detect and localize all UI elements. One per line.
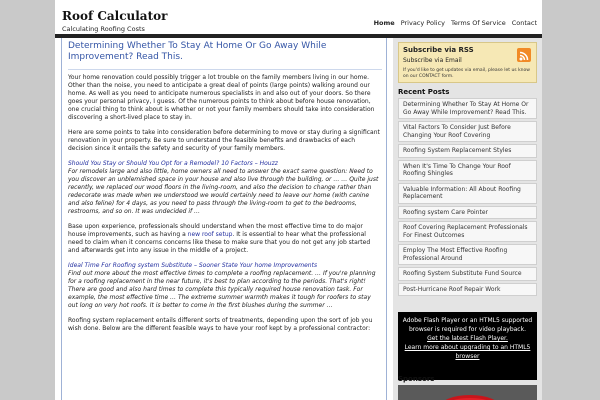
sponsors-heading: Sponsors bbox=[398, 375, 435, 383]
recent-post-item[interactable]: Roofing System Replacement Styles bbox=[398, 144, 537, 158]
new-roof-setup-link[interactable]: new roof setup bbox=[187, 231, 233, 238]
recent-posts-list bbox=[398, 98, 537, 298]
post-text: Base upon experience, professionals should understand when the most effective time to do major house improvements, such as having a bbox=[68, 223, 363, 238]
site-description: Calculating Roofing Costs bbox=[62, 25, 145, 33]
quote-text: For remodels large and also little, home owners all need to answer the exact same question: Need to you discover an unblemished space in your house and also live through the building, or … … Quite just recently, we replaced our wood floors in the living-room, and also the decision to change rather than redecorate was made when we understood we would certainly need to leave our home (with canine and also feline) for 4 days, as you need to pass through the living-room to get to the bedrooms, restrooms, and so on. It was undecided if … bbox=[68, 168, 379, 215]
post-paragraph: Your home renovation could possibly trigger a lot trouble on the family members living in our home. Other than the noise, you need to anticipate a great deal of points (large points) walking around our home. As well as you need to anticipate numerous specialists in and also out of your doors. So there goes your personal privacy, I guess. Of the numerous points to think about before house renovation, one crucial thing to think about is whether or not your family members should take into consideration discovering a short-lived place to stay in. bbox=[68, 74, 375, 121]
nav-contact[interactable]: Contact bbox=[511, 19, 537, 27]
recent-post-item[interactable]: Determining Whether To Stay At Home Or Go Away While Improvement? Read This. bbox=[398, 98, 537, 119]
post-paragraph: Here are some points to take into consideration before determining to move or stay during a significant renovation in your property. Be sure to understand the feasible benefits and drawbacks of each decision since it entails the safety and security of your family members. bbox=[68, 129, 380, 152]
quote-source-link[interactable]: Ideal Time For Roofing system Substitute – Sooner State Your home Improvements bbox=[68, 262, 318, 269]
subscribe-rss-link[interactable]: Subscribe via RSS bbox=[403, 46, 474, 54]
subscribe-box bbox=[398, 42, 537, 83]
recent-post-item[interactable]: Vital Factors To Consider Just Before Changing Your Roof Covering bbox=[398, 121, 537, 142]
main-content bbox=[61, 38, 387, 400]
recent-post-item[interactable]: Roofing system Care Pointer bbox=[398, 206, 537, 220]
post-text: . It is essential to hear what the professional need to claim when it concerns concerns like these to make sure that you do not get any job started and afterwards get into any issue in the middle of a project. bbox=[68, 231, 371, 254]
sponsor-banner-image[interactable] bbox=[398, 385, 537, 400]
recent-posts-heading: Recent Posts bbox=[398, 88, 450, 96]
site-header bbox=[55, 0, 542, 36]
subscribe-note: If you'd like to get updates via email, please let us know on our CONTACT form. bbox=[403, 68, 530, 79]
recent-post-item[interactable]: Post-Hurricane Roof Repair Work bbox=[398, 283, 537, 297]
video-player-placeholder bbox=[398, 312, 537, 380]
quote-source-link[interactable]: Should You Stay or Should You Opt for a Remodel? 10 Factors – Houzz bbox=[68, 160, 278, 167]
page-wrapper bbox=[55, 0, 542, 400]
rss-icon[interactable] bbox=[517, 48, 531, 62]
nav-privacy-policy[interactable]: Privacy Policy bbox=[400, 19, 445, 27]
post-body bbox=[62, 70, 386, 333]
recent-post-item[interactable]: Valuable Information: All About Roofing Replacement bbox=[398, 183, 537, 204]
html5-browser-link[interactable]: Learn more about upgrading to an HTML5 browser bbox=[404, 344, 531, 360]
recent-post-item[interactable]: Roof Covering Replacement Professionals For Finest Outcomes bbox=[398, 221, 537, 242]
recent-post-item[interactable]: Employ The Most Effective Roofing Professional Around bbox=[398, 244, 537, 265]
site-title[interactable]: Roof Calculator bbox=[62, 9, 168, 23]
flash-notice-text: Adobe Flash Player or an HTML5 supported browser is required for video playback. bbox=[402, 317, 533, 333]
sidebar bbox=[393, 38, 542, 400]
subscribe-email-link[interactable]: Subscribe via Email bbox=[403, 57, 462, 64]
nav-terms-of-service[interactable]: Terms Of Service bbox=[451, 19, 506, 27]
get-flash-player-link[interactable]: Get the latest Flash Player. bbox=[427, 335, 508, 342]
quote-text: Find out more about the most effective times to complete a roofing replacement. … If you're planning for a roofing replacement in the near future, it's best to plan according to the periods. That's right! There are good and also hard times to complete this typically required house renovation task. For example, the most effective time … The extreme summer warmth makes it tough for roofers to stay out long on very hot roofs. It is better to come in the first blushes during the summer … bbox=[68, 270, 376, 309]
nav-home[interactable]: Home bbox=[373, 19, 395, 27]
post-paragraph: Roofing system replacement entails different sorts of treatments, depending upon the sort of job you wish done. Below are the different feasible ways to have your roof kept by a professional contractor: bbox=[68, 317, 373, 332]
post-title[interactable]: Determining Whether To Stay At Home Or Go Away While Improvement? Read This. bbox=[68, 41, 382, 70]
main-nav bbox=[374, 19, 537, 27]
recent-post-item[interactable]: When It's Time To Change Your Roof Roofing Shingles bbox=[398, 160, 537, 181]
recent-post-item[interactable]: Roofing System Substitute Fund Source bbox=[398, 267, 537, 281]
post-paragraph bbox=[68, 223, 381, 255]
